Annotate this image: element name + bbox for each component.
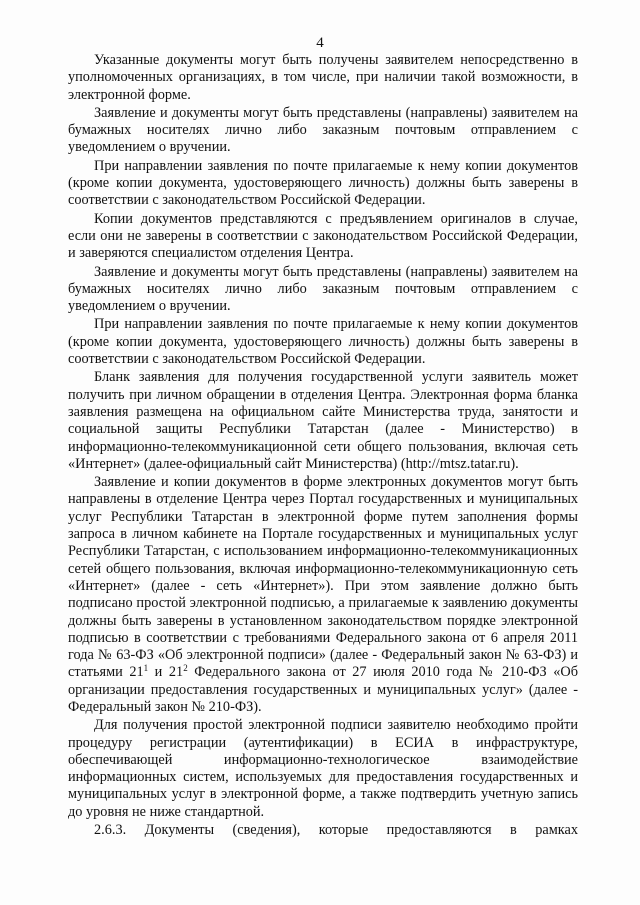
paragraph-mail-copies: При направлении заявления по почте прилагаемые к нему копии документов (кроме копии документа, удостоверяющего личность) должны быть заверены в соответствии с законодательством Российской Федерации. (68, 157, 578, 209)
electronic-submission-text-mid: и 21 (148, 664, 184, 681)
article-21-2-superscript: 2 (183, 663, 188, 674)
page-number: 4 (316, 35, 324, 51)
electronic-submission-text-start: Заявление и копии документов в форме электронных документов могут быть направлены в отделение Центра через Портал государственных и муниципальных услуг Республики Татарстан в электронной форме путем заполнения формы запроса в личном кабинете на Портале государственных и муниципальных услуг Республики Татарстан, с использованием информационно-телекоммуникационных сетей общего пользования, включая информационно-телекоммуникационную сеть «Интернет» (далее - сеть «Интернет»). При этом заявление должно быть подписано простой электронной подписью, а прилагаемые к заявлению документы должны быть заверены в установленном законодательством порядке электронной подписью в соответствии с требованиями Федерального закона от 6 апреля 2011 года № 63-ФЗ «Об электронной подписи» (далее - Федеральный закон № 63-ФЗ) и статьями 21 (68, 474, 578, 681)
electronic-submission-text-end: Федерального закона от 27 июля 2010 года № 210-ФЗ «Об организации предоставления государственных и муниципальных услуг» (далее - Федеральный закон № 210-ФЗ). (68, 664, 578, 715)
paragraph-documents-received: Указанные документы могут быть получены заявителем непосредственно в уполномоченных организациях, в том числе, при наличии такой возможности, в электронной форме. (68, 52, 578, 103)
document-body (68, 52, 578, 840)
paragraph-electronic-submission (68, 474, 578, 716)
paragraph-section-2-6-3: 2.6.3. Документы (сведения), которые предоставляются в рамках (94, 822, 578, 839)
paragraph-submission-methods: Заявление и документы могут быть представлены (направлены) заявителем на бумажных носителях лично либо заказным почтовым отправлением с уведомлением о вручении. (68, 104, 578, 156)
paragraph-copies-originals: Копии документов представляются с предъявлением оригиналов в случае, если они не заверены в соответствии с законодательством Российской Федерации, и заверяются специалистом отделения Центра. (68, 210, 578, 262)
paragraph-application-form: Бланк заявления для получения государственной услуги заявитель может получить при личном обращении в отделения Центра. Электронная форма бланка заявления размещена на официальном сайте Министерства труда, занятости и социальной защиты Республики Татарстан (далее - Министерство) в информационно-телекоммуникационной сети общего пользования, включая сеть «Интернет» (далее-официальный сайт Министерства) (http://mtsz.tatar.ru). (68, 369, 578, 472)
article-21-1-superscript: 1 (143, 663, 149, 674)
paragraph-submission-methods-repeat: Заявление и документы могут быть представлены (направлены) заявителем на бумажных носителях лично либо заказным почтовым отправлением с уведомлением о вручении. (68, 263, 578, 315)
paragraph-simple-signature: Для получения простой электронной подписи заявителю необходимо пройти процедуру регистрации (аутентификации) в ЕСИА в инфраструктуре, обеспечивающей информационно-технологическое взаимодействие информационных систем, используемых для предоставления государственных и муниципальных услуг в электронной форме, а также подтвердить учетную запись до уровня не ниже стандартной. (68, 717, 578, 820)
paragraph-mail-copies-repeat: При направлении заявления по почте прилагаемые к нему копии документов (кроме копии документа, удостоверяющего личность) должны быть заверены в соответствии с законодательством Российской Федерации. (68, 316, 578, 368)
